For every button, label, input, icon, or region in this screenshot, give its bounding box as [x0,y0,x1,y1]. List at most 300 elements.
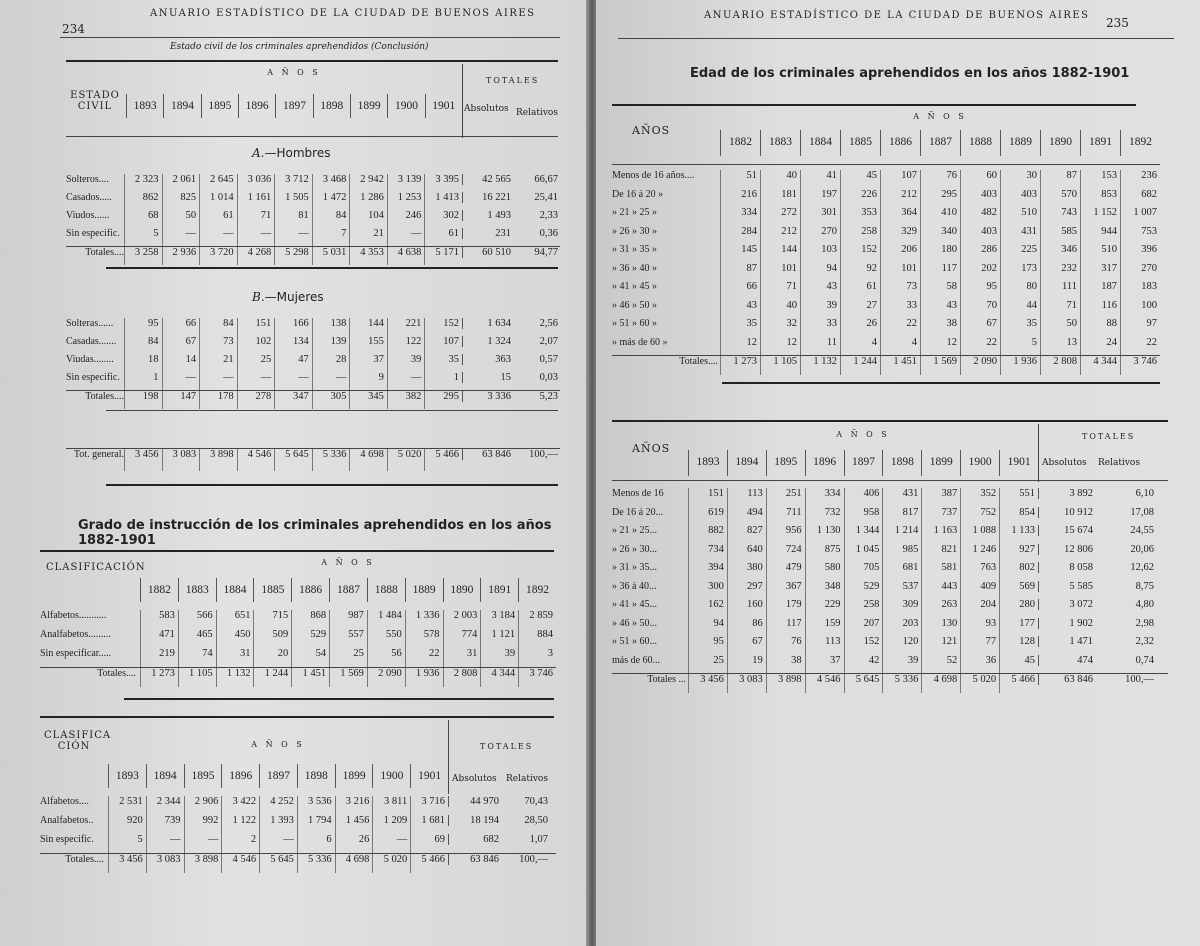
cell: 4 344 [1080,356,1120,375]
year-header: 1891 [480,578,518,602]
cell: 95 [688,636,727,655]
totals-label: TOTALES [480,742,534,751]
cell: 734 [688,544,727,563]
cell: 28 [312,354,350,372]
year-header: 1899 [350,94,387,118]
cell: 1 253 [387,192,425,210]
table-row [66,336,560,354]
cell: 1 451 [880,356,920,375]
row-label: » 26 » 30... [612,543,657,555]
cell: 76 [920,170,960,189]
cell: 258 [844,599,883,618]
cell: 113 [805,636,844,655]
row-label: » 31 » 35 » [612,244,657,255]
cell: 482 [960,207,1000,226]
cell: — [312,372,350,390]
year-header: 1901 [410,764,448,788]
year-header: 1896 [221,764,259,788]
row-label: Totales.... [85,391,124,402]
cell: 1 681 [410,815,448,834]
cell: 80 [1000,281,1040,300]
cell-relativos: 5,23 [539,391,558,402]
cell: 297 [727,581,766,600]
cell: 128 [999,636,1038,655]
cell: 54 [291,648,329,667]
year-header: 1900 [387,94,424,118]
year-header: 1898 [313,94,350,118]
row-label: Viudos...... [66,210,110,221]
cell: 246 [387,210,425,228]
cell: 84 [199,318,237,336]
cell: 1 121 [480,629,518,648]
year-header: 1882 [720,130,760,156]
cell: 61 [199,210,237,228]
cell: 71 [1040,300,1080,319]
abs-label: Absolutos [464,104,509,114]
cell: 3 811 [372,796,410,815]
table-row [612,599,1168,618]
row-label: Menos de 16 [612,488,664,499]
cell: 1 336 [405,610,443,629]
cell: 12 [760,337,800,356]
cell: 121 [921,636,960,655]
cell: 884 [518,629,556,648]
cell-relativos: 6,10 [1135,488,1154,499]
row-label: Casadas....... [66,336,117,347]
cell: 251 [766,488,805,507]
cell: 409 [960,581,999,600]
year-header: 1884 [216,578,254,602]
row-label: » 41 » 45... [612,599,657,610]
cell: 93 [960,618,999,637]
cell: 39 [882,655,921,674]
cell: 94 [688,618,727,637]
cell: 4 [880,337,920,356]
cell: — [387,372,425,390]
table-row [612,544,1168,563]
cell: 278 [237,391,275,409]
year-header: 1895 [201,94,238,118]
cell: 107 [424,336,462,354]
table-row [66,354,560,372]
cell: 81 [274,210,312,228]
cell: 144 [760,244,800,263]
cell: 431 [1000,226,1040,245]
cell: 353 [840,207,880,226]
cell: 3 456 [124,449,162,471]
cell: 43 [720,300,760,319]
cell: 479 [766,562,805,581]
cell: 3 422 [221,796,259,815]
cell: 258 [840,226,880,245]
cell: 103 [800,244,840,263]
cell: 202 [960,263,1000,282]
cell: 84 [124,336,162,354]
cell: 578 [405,629,443,648]
cell: 198 [124,391,162,409]
table-row [40,648,556,667]
cell: 1 484 [367,610,405,629]
cell: 715 [253,610,291,629]
cell: 465 [178,629,216,648]
cell-absolutos: 1 902 [1038,618,1096,629]
row-label: » más de 60 » [612,336,668,348]
cell: 61 [424,228,462,246]
cell: 821 [921,544,960,563]
year-header: 1899 [335,764,373,788]
cell: 226 [840,189,880,208]
totals-row [612,673,1168,693]
cell-absolutos: 231 [462,228,514,239]
cell: 3 898 [184,854,222,873]
cell: 817 [882,507,921,526]
cell: 52 [921,655,960,674]
cell: 206 [880,244,920,263]
table-title-instruccion: Grado de instrucción de los criminales aprehendidos en los años 1882-1901 [78,518,552,548]
cell-absolutos: 5 585 [1038,581,1096,592]
cell: 4 344 [480,668,518,687]
cell: 944 [1080,226,1120,245]
cell: 40 [760,170,800,189]
years-label: A Ñ O S [251,740,305,749]
table-row [612,226,1160,245]
year-header: 1898 [882,450,921,476]
cell: 1 209 [372,815,410,834]
year-header: 1896 [238,94,275,118]
cell: 74 [178,648,216,667]
year-header: 1901 [425,94,462,118]
cell: 2 808 [1040,356,1080,375]
cell: 173 [1000,263,1040,282]
year-header: 1888 [960,130,1000,156]
cell: 5 298 [274,247,312,265]
cell: 41 [800,170,840,189]
cell: 138 [312,318,350,336]
cell: 1 472 [312,192,350,210]
cell: 550 [367,629,405,648]
row-label: » 36 á 40... [612,580,657,592]
cell: 1 246 [960,544,999,563]
cell: 24 [1080,337,1120,356]
cell: 26 [840,318,880,337]
cell: 61 [840,281,880,300]
cell: 151 [237,318,275,336]
cell: 2 090 [960,356,1000,375]
cell: 862 [124,192,162,210]
cell: 509 [253,629,291,648]
cell-absolutos: 15 674 [1038,525,1096,536]
totals-row [40,853,556,873]
cell: 45 [999,655,1038,674]
cell: 583 [140,610,178,629]
totals-row [612,355,1160,375]
year-header: 1889 [1000,130,1040,156]
cell: 1 007 [1120,207,1160,226]
cell: 737 [921,507,960,526]
year-header: 1885 [840,130,880,156]
cell: 22 [405,648,443,667]
cell: 5 645 [274,449,312,471]
table-row [40,796,556,815]
cell: 35 [720,318,760,337]
cell: 116 [1080,300,1120,319]
cell: 1 451 [291,668,329,687]
cell-absolutos: 3 072 [1038,599,1096,610]
cell: 50 [1040,318,1080,337]
year-header: 1886 [880,130,920,156]
cell-relativos: 12,62 [1130,562,1154,573]
cell: 569 [999,581,1038,600]
cell-relativos: 100,— [529,449,558,460]
cell: 346 [1040,244,1080,263]
cell: 317 [1080,263,1120,282]
cell: 5 466 [410,854,448,873]
cell: 5 020 [387,449,425,471]
cell: 22 [1120,337,1160,356]
cell: 2 344 [146,796,184,815]
cell: 4 698 [349,449,387,471]
cell: 88 [1080,318,1120,337]
cell: 1 161 [237,192,275,210]
cell: 305 [312,391,350,409]
cell: 5 031 [312,247,350,265]
table-row [612,244,1160,263]
cell: 97 [1120,318,1160,337]
cell: 73 [199,336,237,354]
cell: 71 [760,281,800,300]
totals-row [40,667,556,687]
cell: 102 [237,336,275,354]
cell-relativos: 8,75 [1135,580,1154,592]
row-header-anos: AÑOS [632,124,671,137]
cell: 207 [844,618,883,637]
row-label: Alfabetos.... [40,796,89,807]
cell: 11 [800,337,840,356]
cell: 732 [805,507,844,526]
abs-label: Absolutos [1042,458,1087,468]
cell-absolutos: 3 336 [462,391,514,402]
cell-relativos: 2,56 [539,318,558,329]
cell: 36 [960,655,999,674]
row-label: Alfabetos........... [40,610,107,621]
cell: 3 [518,648,556,667]
cell: 147 [162,391,200,409]
table-row [612,562,1168,581]
cell: 681 [882,562,921,581]
cell-relativos: 2,33 [539,210,558,221]
cell: 868 [291,610,329,629]
cell: 236 [1120,170,1160,189]
cell: 3 184 [480,610,518,629]
cell: 76 [766,636,805,655]
cell: 5 336 [297,854,335,873]
cell: 443 [921,581,960,600]
cell: 4 698 [921,674,960,693]
cell: 31 [443,648,481,667]
cell: 2 906 [184,796,222,815]
cell: 94 [800,263,840,282]
cell: 270 [800,226,840,245]
year-header: 1897 [844,450,883,476]
cell: 13 [1040,337,1080,356]
cell: 1 [424,372,462,390]
cell: 151 [688,488,727,507]
cell-absolutos: 42 565 [462,174,514,185]
cell: 752 [960,507,999,526]
abs-label: Absolutos [452,774,497,784]
cell: 403 [960,189,1000,208]
cell: — [146,834,184,853]
table-row [612,655,1168,674]
year-header: 1897 [275,94,312,118]
cell: 1 122 [221,815,259,834]
cell: 743 [1040,207,1080,226]
year-header: 1899 [921,450,960,476]
cell: 494 [727,507,766,526]
cell: 1 244 [840,356,880,375]
cell: — [237,372,275,390]
cell: 5 020 [372,854,410,873]
cell-relativos: 100,— [519,854,548,865]
cell-absolutos: 682 [448,834,502,845]
cell: 987 [329,610,367,629]
cell-absolutos: 3 892 [1038,488,1096,499]
cell: 3 468 [312,174,350,192]
cell: 529 [291,629,329,648]
cell-relativos: 0,03 [539,372,558,383]
year-header: 1901 [999,450,1038,476]
cell: 825 [162,192,200,210]
year-header: 1887 [329,578,367,602]
cell: 387 [921,488,960,507]
table-row [612,170,1160,189]
cell: 682 [1120,189,1160,208]
cell-absolutos: 10 912 [1038,507,1096,518]
cell: 2 003 [443,610,481,629]
cell: 37 [349,354,387,372]
table-title-estado-civil: Estado civil de los criminales aprehendidos (Conclusión) [170,42,429,52]
cell: 875 [805,544,844,563]
cell: 38 [920,318,960,337]
cell: 95 [960,281,1000,300]
year-header: 1894 [727,450,766,476]
table-row [612,618,1168,637]
cell: 992 [184,815,222,834]
cell: 619 [688,507,727,526]
cell: 45 [840,170,880,189]
year-header: 1883 [760,130,800,156]
cell: 181 [760,189,800,208]
cell: 827 [727,525,766,544]
cell: 3 083 [146,854,184,873]
cell: 152 [840,244,880,263]
table-row [612,189,1160,208]
row-label: Totales.... [679,356,718,367]
cell: 117 [920,263,960,282]
cell: 3 898 [766,674,805,693]
cell: 1 130 [805,525,844,544]
cell-absolutos: 63 846 [462,449,514,460]
cell: — [274,228,312,246]
cell: 5 [124,228,162,246]
cell: 551 [999,488,1038,507]
cell: 364 [880,207,920,226]
cell: 3 456 [108,854,146,873]
cell: 263 [921,599,960,618]
cell: 5 171 [424,247,462,265]
cell: 570 [1040,189,1080,208]
table-row [612,207,1160,226]
cell: 367 [766,581,805,600]
cell: 2 531 [108,796,146,815]
cell: 20 [253,648,291,667]
cell: 3 083 [162,449,200,471]
cell: 284 [720,226,760,245]
cell-absolutos: 63 846 [448,854,502,865]
cell: 66 [162,318,200,336]
section-mujeres: B.—Mujeres [252,290,324,304]
cell-absolutos: 363 [462,354,514,365]
cell: 2 936 [162,247,200,265]
cell: 25 [329,648,367,667]
cell: 3 395 [424,174,462,192]
cell: 87 [720,263,760,282]
cell: 300 [688,581,727,600]
cell: 1 456 [335,815,373,834]
cell: 178 [199,391,237,409]
cell-relativos: 20,06 [1130,543,1154,555]
cell: 14 [162,354,200,372]
cell-relativos: 2,07 [539,336,558,347]
cell: — [237,228,275,246]
cell: 1 105 [760,356,800,375]
cell: 1 936 [1000,356,1040,375]
page-number-left: 234 [62,22,85,36]
cell: 5 336 [882,674,921,693]
cell: 2 942 [349,174,387,192]
cell: 406 [844,488,883,507]
cell: — [162,372,200,390]
cell-relativos: 66,67 [534,174,558,185]
cell: 2 859 [518,610,556,629]
cell: 2 [221,834,259,853]
cell: 5 466 [999,674,1038,693]
cell: 295 [424,391,462,409]
cell: 27 [840,300,880,319]
cell: 270 [1120,263,1160,282]
cell: 31 [216,648,254,667]
cell: 1 152 [1080,207,1120,226]
cell: 3 720 [199,247,237,265]
cell: 162 [688,599,727,618]
year-header: 1883 [178,578,216,602]
cell: 35 [1000,318,1040,337]
row-label: » 21 » 25 » [612,207,657,218]
cell-relativos: 2,32 [1135,636,1154,647]
cell: 3 083 [727,674,766,693]
cell: — [199,372,237,390]
cell: 3 216 [335,796,373,815]
year-header: 1897 [259,764,297,788]
cell: 450 [216,629,254,648]
table-row [612,507,1168,526]
cell-relativos: 17,08 [1130,506,1154,518]
totals-label: TOTALES [486,76,540,85]
cell-absolutos: 1 493 [462,210,514,221]
row-label: Analfabetos.. [40,815,94,826]
row-label: Sin especific. [66,372,120,383]
cell-absolutos: 44 970 [448,796,502,807]
